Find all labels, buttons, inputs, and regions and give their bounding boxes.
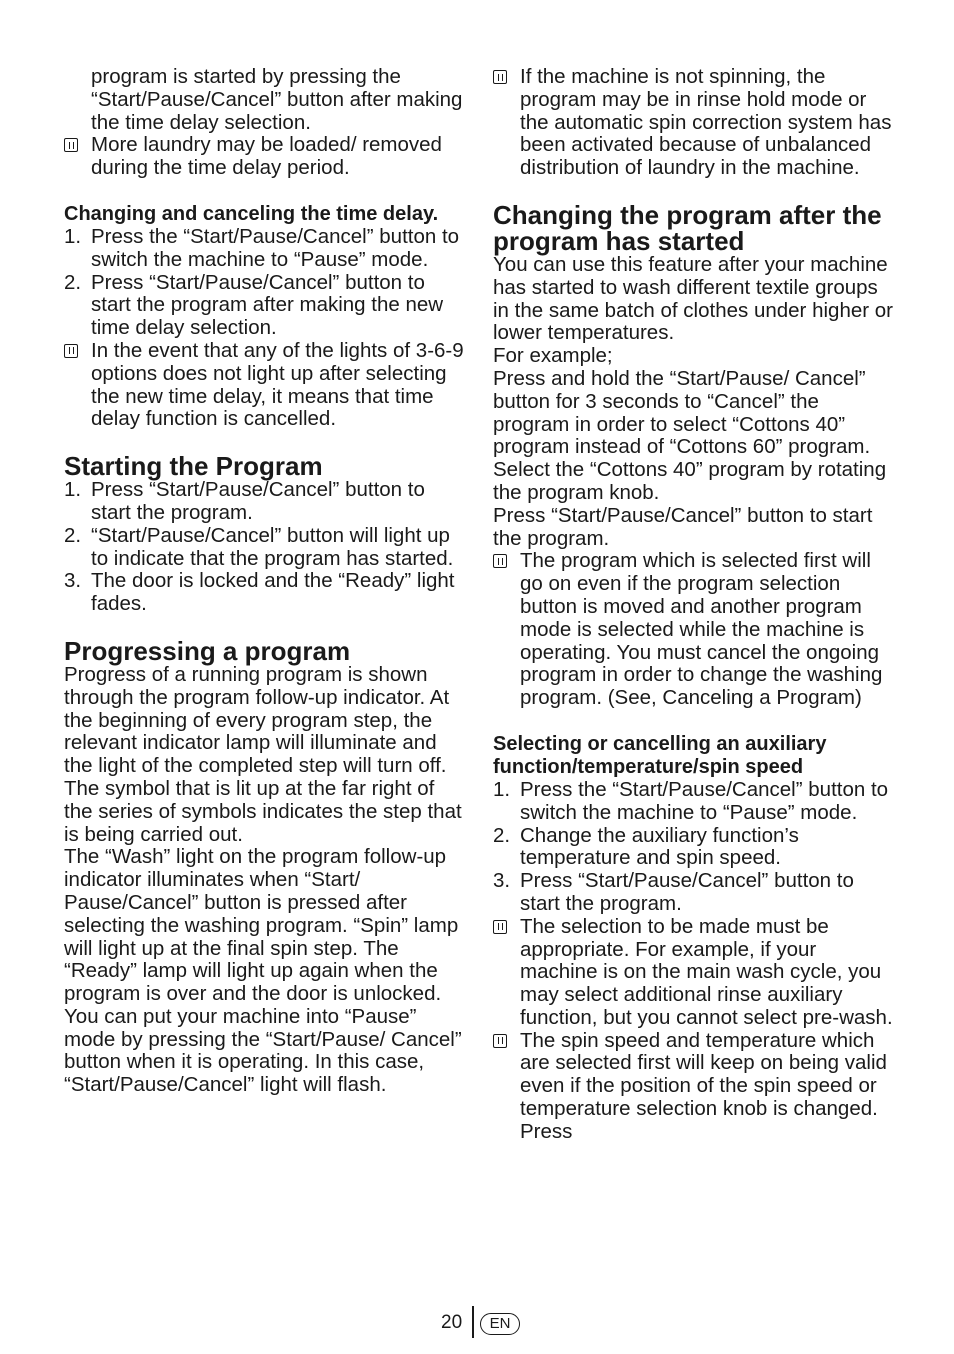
list-text: The door is locked and the “Ready” light fades. bbox=[91, 569, 455, 616]
info-icon bbox=[64, 344, 78, 358]
list-item bbox=[493, 870, 893, 916]
list-number: 2. bbox=[64, 523, 82, 547]
info-icon bbox=[493, 920, 507, 934]
list-number: 3. bbox=[64, 569, 82, 593]
list-number: 2. bbox=[64, 270, 82, 294]
note-text: More laundry may be loaded/ removed during the time delay period. bbox=[91, 133, 442, 180]
info-icon bbox=[493, 1034, 507, 1048]
language-badge: EN bbox=[480, 1313, 520, 1335]
info-note bbox=[493, 66, 893, 180]
info-icon bbox=[493, 70, 507, 84]
paragraph: Press “Start/Pause/Cancel” button to start the program. bbox=[493, 503, 873, 550]
list-item bbox=[64, 570, 464, 616]
note-text: The program which is selected first will go on even if the program selection button is moved and another program mode is selected while the machine is operating. You must cancel the ongoing program in order to change the washing program. (See, Canceling a Program) bbox=[520, 549, 883, 710]
list-number: 1. bbox=[64, 478, 82, 502]
paragraph: You can use this feature after your machine has started to wash different textile groups in the same batch of clothes under higher or lower temperatures. bbox=[493, 252, 893, 345]
page-number: 20 bbox=[441, 1312, 463, 1333]
section-heading-progressing: Progressing a program bbox=[64, 635, 351, 666]
list-text: Press the “Start/Pause/Cancel” button to switch the machine to “Pause” mode. bbox=[91, 224, 460, 271]
section-heading-starting: Starting the Program bbox=[64, 451, 323, 482]
list-number: 1. bbox=[493, 777, 511, 801]
list-item bbox=[493, 779, 893, 825]
list-text: Press “Start/Pause/Cancel” button to start the program. bbox=[520, 869, 854, 915]
list-text: Press “Start/Pause/Cancel” button to start the program. bbox=[91, 478, 425, 524]
right-column bbox=[493, 66, 893, 1144]
info-icon bbox=[64, 138, 78, 152]
paragraph: The “Wash” light on the program follow-up indicator illuminates when “Start/ Pause/Cancel” button is pressed after selecting the washing program. “Spin” lamp will light up at the final spin step. The “Ready” lamp will light up again when the program is over and the door is unlocked. bbox=[64, 845, 459, 1006]
note-text: The selection to be made must be appropriate. For example, if your machine is on the main wash cycle, you may select additional rinse auxiliary function, but you cannot select pre-wash. bbox=[520, 914, 893, 1029]
list-text: “Start/Pause/Cancel” button will light up to indicate that the program has started. bbox=[91, 523, 454, 570]
section-heading-change-delay: Changing and canceling the time delay. bbox=[64, 202, 439, 225]
paragraph: You can put your machine into “Pause” mode by pressing the “Start/Pause/ Cancel” button when it is operating. In this case, “Start/Pause/Cancel” light will flash. bbox=[64, 1004, 462, 1097]
paragraph: Press and hold the “Start/Pause/ Cancel” button for 3 seconds to “Cancel” the program in order to select “Cottons 40” program instead of “Cottons 60” program. bbox=[493, 366, 871, 459]
list-item bbox=[64, 525, 464, 571]
section-heading-auxiliary: Selecting or cancelling an auxiliary function/temperature/spin speed bbox=[493, 732, 827, 778]
list-item bbox=[64, 479, 464, 525]
info-note bbox=[493, 916, 893, 1030]
list-number: 3. bbox=[493, 869, 511, 893]
note-text: In the event that any of the lights of 3-6-9 options does not light up after selecting the new time delay, it means that time delay function is cancelled. bbox=[91, 338, 464, 431]
list-text: Change the auxiliary function’s temperature and spin speed. bbox=[520, 823, 799, 870]
paragraph: For example; bbox=[493, 344, 613, 368]
left-column bbox=[64, 66, 464, 1097]
info-note bbox=[493, 550, 893, 710]
info-note bbox=[493, 1030, 893, 1144]
list-number: 1. bbox=[64, 224, 82, 248]
intro-continuation: program is started by pressing the “Start/Pause/Cancel” button after making the time delay selection. bbox=[91, 65, 463, 134]
section-heading-changing: Changing the program after the program has started bbox=[493, 199, 882, 256]
paragraph: Select the “Cottons 40” program by rotating the program knob. bbox=[493, 458, 887, 504]
footer-divider bbox=[472, 1306, 474, 1338]
list-text: Press “Start/Pause/Cancel” button to start the program after making the new time delay selection. bbox=[91, 270, 444, 340]
list-item bbox=[64, 226, 464, 272]
note-text: If the machine is not spinning, the program may be in rinse hold mode or the automatic spin correction system has been activated because of unbalanced distribution of laundry in the machine. bbox=[520, 65, 892, 180]
info-note bbox=[64, 134, 464, 180]
list-item bbox=[64, 272, 464, 340]
info-icon bbox=[493, 554, 507, 568]
note-text: The spin speed and temperature which are selected first will keep on being valid even if the position of the spin speed or temperature selection knob is changed. Press bbox=[520, 1028, 887, 1143]
list-item bbox=[493, 825, 893, 871]
list-number: 2. bbox=[493, 823, 511, 847]
paragraph: Progress of a running program is shown through the program follow-up indicator. At the beginning of every program step, the relevant indicator lamp will illuminate and the light of the completed step will turn off. The symbol that is lit up at the far right of the series of symbols indicates the step that is being carried out. bbox=[64, 662, 462, 846]
page-footer bbox=[0, 1306, 954, 1340]
list-text: Press the “Start/Pause/Cancel” button to switch the machine to “Pause” mode. bbox=[520, 777, 889, 824]
info-note bbox=[64, 340, 464, 431]
